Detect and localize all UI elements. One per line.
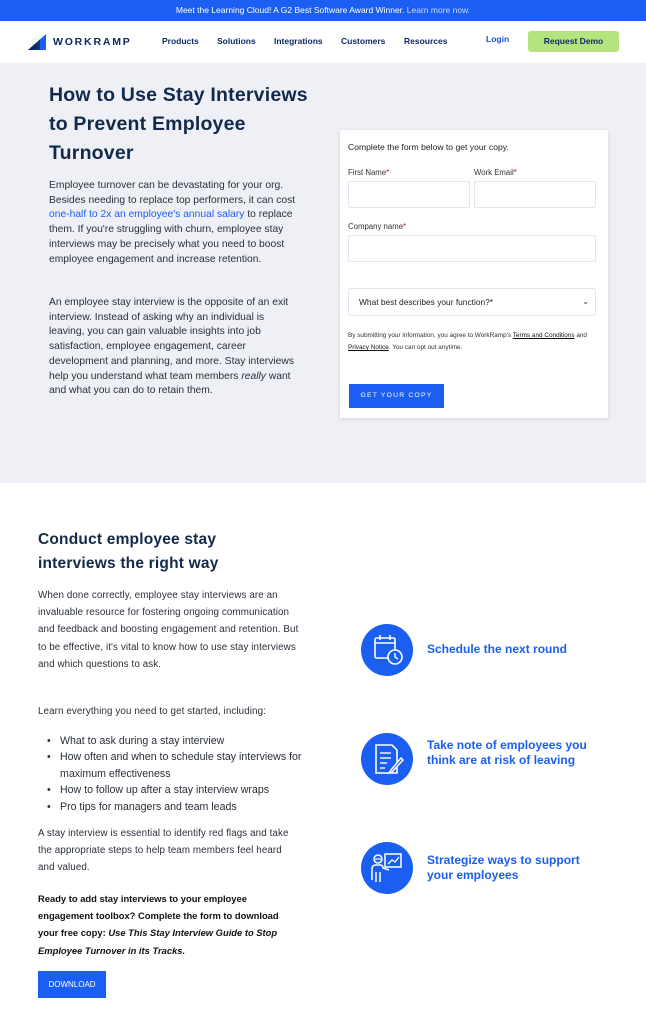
list-item: • How to follow up after a stay interview wraps <box>47 782 307 798</box>
privacy-link[interactable]: Privacy Notice <box>348 344 389 351</box>
workramp-logo-icon <box>28 34 46 50</box>
hero-section <box>0 63 646 483</box>
promo-text: Meet the Learning Cloud! A G2 Best Software Award Winner. <box>175 5 405 15</box>
company-name-field[interactable] <box>348 235 596 262</box>
page-title: How to Use Stay Interviews to Prevent Employee Turnover <box>49 84 308 164</box>
presenter-chart-icon <box>361 842 413 894</box>
first-name-label-text: First Name <box>348 168 387 177</box>
section-paragraph-2: Learn everything you need to get started, including: <box>38 706 266 717</box>
download-button[interactable]: DOWNLOAD <box>38 971 106 998</box>
work-email-label <box>474 168 517 177</box>
section-paragraph-3: A stay interview is essential to identify red flags and take the appropriate steps to help team members feel heard and valued. <box>38 828 289 874</box>
download-form <box>340 130 608 418</box>
section-title: Conduct employee stay interviews the right way <box>38 531 219 572</box>
nav-solutions[interactable]: Solutions <box>217 36 256 46</box>
list-item: • What to ask during a stay interview <box>47 733 307 749</box>
consent-part-2: and <box>574 332 587 339</box>
nav-resources[interactable]: Resources <box>404 36 448 46</box>
section-paragraph-1: When done correctly, employee stay interviews are an invaluable resource for fostering ongoing communication and feedback and boosting engagement and retention. But to be effective, it's vital to know how to use stay interviews and which questions to ask. <box>38 590 299 670</box>
hero-p1-text-end: to replace them. If you're struggling with churn, employee stay interviews may be precisely what you need to boost employee engagement and increase retention. <box>49 209 293 265</box>
hero-paragraph-2 <box>49 296 301 399</box>
salary-link[interactable]: one-half to 2x an employee's annual salary <box>49 209 245 221</box>
feature-strategize-text: Strategize ways to support your employees <box>427 853 580 882</box>
terms-link[interactable]: Terms and Conditions <box>512 332 575 339</box>
promo-link[interactable]: Learn more now. <box>406 5 471 15</box>
cta-text: Ready to add stay interviews to your employee engagement toolbox? Complete the form to download your free copy: <box>38 893 279 939</box>
guide-section <box>0 483 646 1024</box>
function-select[interactable] <box>348 288 596 316</box>
cta-paragraph <box>38 890 298 959</box>
list-item: • How often and when to schedule stay interviews for maximum effectiveness <box>47 749 307 782</box>
required-mark: * <box>403 222 407 231</box>
nav-integrations[interactable]: Integrations <box>274 36 323 46</box>
nav-customers[interactable]: Customers <box>341 36 386 46</box>
first-name-field[interactable] <box>348 181 470 208</box>
list-item: • Pro tips for managers and team leads <box>47 799 307 815</box>
feature-schedule-text: Schedule the next round <box>427 642 568 656</box>
function-select-value: What best describes your function?* <box>359 297 494 307</box>
cta-guide-title: Use This Stay Interview Guide to Stop Employee Turnover in its Tracks. <box>38 927 278 956</box>
consent-part-3: . You can opt out anytime. <box>388 344 463 351</box>
work-email-label-text: Work Email <box>474 168 514 177</box>
feature-notes-text: Take note of employees you think are at risk of leaving <box>427 738 587 767</box>
hero-p1-text: Employee turnover can be devastating for your org. Besides needing to replace top performers, it can cost <box>49 180 296 206</box>
document-pen-icon <box>361 733 413 785</box>
hero-paragraph-1 <box>49 179 301 267</box>
get-your-copy-button[interactable]: GET YOUR COPY <box>349 384 444 408</box>
work-email-field[interactable] <box>474 181 596 208</box>
calendar-clock-icon <box>361 624 413 676</box>
required-mark: * <box>513 168 517 177</box>
hero-p2-emphasis: really <box>241 370 266 382</box>
nav-products[interactable]: Products <box>162 36 199 46</box>
main-nav <box>0 21 646 63</box>
company-name-label <box>348 222 406 231</box>
consent-part-1: By submitting your information, you agree to WorkRamp's <box>348 332 513 339</box>
first-name-label <box>348 168 389 177</box>
topics-list <box>47 733 307 815</box>
hero-p2-text-end: want and what you can do to retain them. <box>49 370 291 397</box>
logo-wordmark: WORKRAMP <box>53 36 132 48</box>
request-demo-button[interactable]: Request Demo <box>528 31 619 52</box>
hero-p2-text: An employee stay interview is the opposite of an exit interview. Instead of asking why an individual is leaving, you can gain valuable insights into job satisfaction, employee engagement, career development and planning, and more. Stay interviews help you understand what team members <box>49 297 294 382</box>
chevron-down-icon: ⌄ <box>582 297 589 306</box>
required-mark: * <box>386 168 390 177</box>
login-link[interactable]: Login <box>486 34 510 44</box>
workramp-logo[interactable] <box>28 33 132 51</box>
company-label-text: Company name <box>348 222 404 231</box>
promo-bar <box>0 0 646 21</box>
form-intro: Complete the form below to get your copy. <box>348 142 509 152</box>
consent-text <box>348 330 594 354</box>
